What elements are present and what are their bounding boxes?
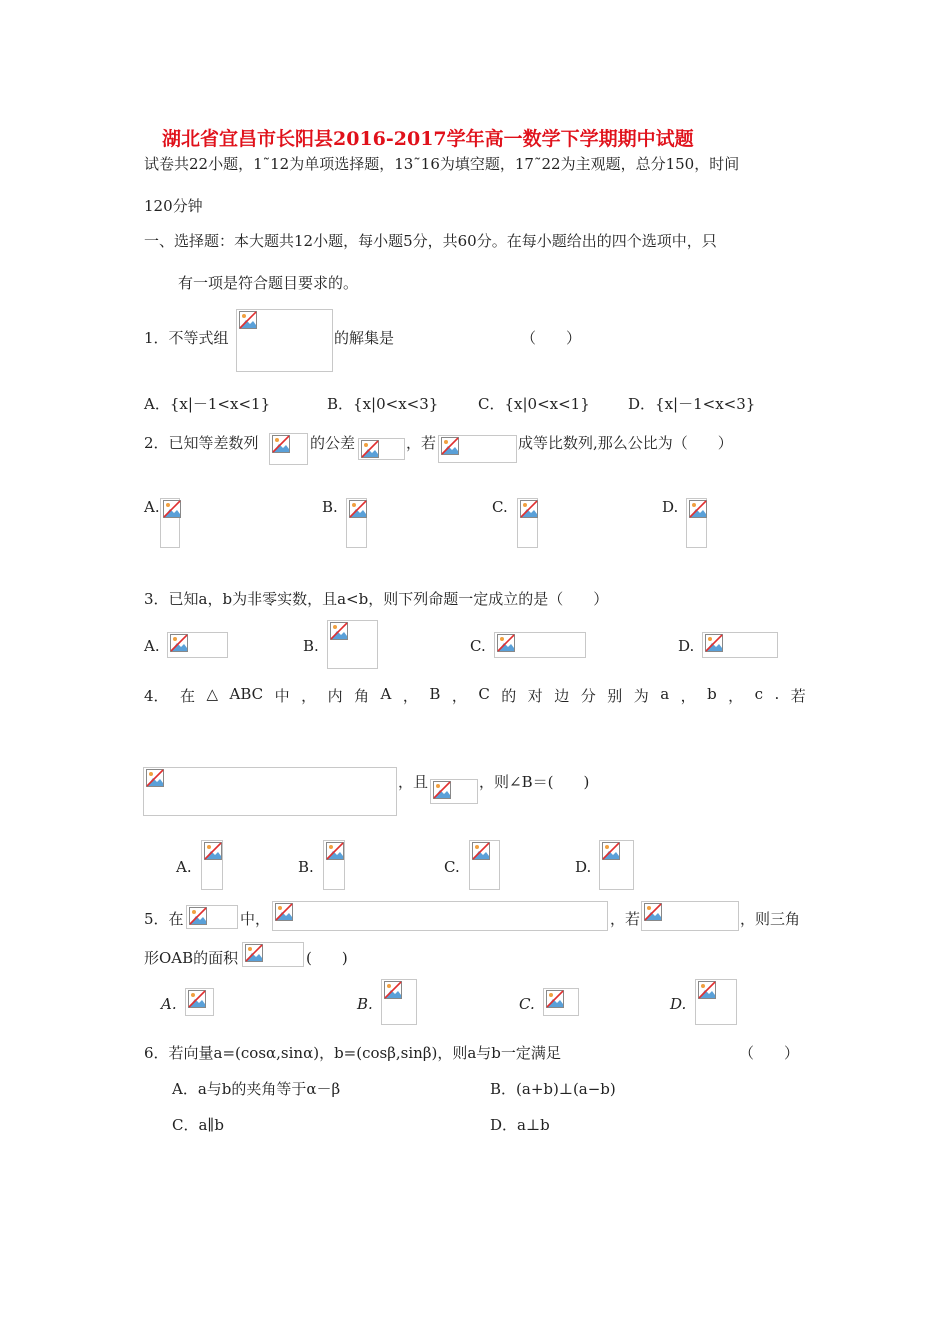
broken-image-icon [644, 903, 662, 921]
q5-stem-mid2: ，若 [610, 910, 641, 928]
q4-word: ， [451, 687, 467, 705]
q2-stem-post: 成等比数列,那么公比为（ ） [518, 434, 733, 452]
q4-option-b-image [323, 840, 345, 890]
q5-stem-post: ，则三角 [740, 910, 801, 928]
q5-stem: 5．在 [144, 910, 184, 928]
broken-image-icon [384, 981, 402, 999]
q6-answer-paren: （ ） [739, 1044, 800, 1062]
q4-option-c-image [469, 840, 500, 890]
q4-stem-line [144, 685, 806, 706]
q5-area-image [242, 942, 304, 967]
q2-stem-mid1: 的公差 [310, 434, 356, 452]
q3-label-a: A. [144, 637, 160, 655]
q4-word: c [754, 685, 764, 703]
broken-image-icon [433, 781, 451, 799]
q2-stem-mid2: ，若 [406, 434, 437, 452]
q3-label-c: C. [470, 637, 486, 655]
broken-image-icon [361, 440, 379, 458]
broken-image-icon [275, 903, 293, 921]
q4-word: 在 [180, 687, 196, 705]
q2-terms-image [438, 435, 517, 463]
q6-option-a: A．a与b的夹角等于α－β [172, 1080, 341, 1098]
q4-word: 的 [501, 687, 517, 705]
q3-label-b: B. [303, 637, 319, 655]
broken-image-icon [163, 500, 181, 518]
q1-formula-image [236, 309, 333, 372]
q4-word: 为 [633, 687, 649, 705]
q5-vectors-image [272, 901, 608, 931]
q5-option-a-image [185, 988, 214, 1016]
q4-word: 中 [274, 687, 290, 705]
q6-option-b: B．(a+b)⊥(a−b) [490, 1080, 616, 1098]
q3-option-a-image [167, 632, 228, 658]
broken-image-icon [441, 437, 459, 455]
q4-word: ， [301, 687, 317, 705]
broken-image-icon [326, 842, 344, 860]
broken-image-icon [204, 842, 222, 860]
q4-word: ， [402, 687, 418, 705]
q1-option-a: A．{x|－1<x<1} [144, 395, 271, 413]
broken-image-icon [705, 634, 723, 652]
q4-condition-image [143, 767, 397, 816]
q1-option-c: C．{x|0<x<1} [478, 395, 590, 413]
q4-word: 内 [327, 687, 343, 705]
q4-label-b: B. [298, 858, 314, 876]
q4-word: 对 [527, 687, 543, 705]
q4-side-image [430, 779, 478, 804]
q4-word: A [380, 685, 392, 703]
broken-image-icon [698, 981, 716, 999]
q3-label-d: D. [678, 637, 695, 655]
q2-label-d: D. [662, 498, 679, 516]
q2-option-b-image [346, 498, 367, 548]
q3-stem: 3．已知a，b为非零实数，且a<b，则下列命题一定成立的是（ ） [144, 590, 609, 608]
broken-image-icon [239, 311, 257, 329]
q5-condition-image [641, 901, 739, 931]
q2-sequence-image [269, 433, 308, 465]
q1-stem-post: 的解集是 [334, 329, 395, 347]
broken-image-icon [497, 634, 515, 652]
broken-image-icon [602, 842, 620, 860]
q4-word: 4． [144, 687, 169, 705]
q4-word: △ [206, 685, 219, 703]
q5-label-b: B. [357, 995, 373, 1013]
q4-option-a-image [201, 840, 223, 890]
q6-option-d: D．a⊥b [490, 1116, 550, 1134]
intro-line-2: 120分钟 [144, 197, 203, 215]
q4-word: ， [680, 687, 696, 705]
q3-option-d-image [702, 632, 778, 658]
q4-label-c: C. [444, 858, 460, 876]
broken-image-icon [245, 944, 263, 962]
q5-label-d: D. [670, 995, 687, 1013]
q5-option-b-image [381, 979, 417, 1025]
q5-stem-mid1: 中， [240, 910, 271, 928]
q2-option-a-image [160, 498, 180, 548]
q4-word: a [660, 685, 670, 703]
q4-label-a: A. [176, 858, 192, 876]
q2-option-c-image [517, 498, 538, 548]
q2-stem: 2．已知等差数列 [144, 434, 259, 452]
q4-label-d: D. [575, 858, 592, 876]
q4-word: ABC [229, 685, 264, 703]
q4-word: 若 [790, 687, 806, 705]
q4-word: 分 [580, 687, 596, 705]
broken-image-icon [272, 435, 290, 453]
q1-answer-paren: （ ） [521, 329, 582, 347]
q5-answer-paren: ( ) [306, 949, 348, 967]
q5-label-a: A. [161, 995, 177, 1013]
broken-image-icon [689, 500, 707, 518]
q3-option-b-image [327, 620, 378, 669]
broken-image-icon [472, 842, 490, 860]
section-heading: 一、选择题：本大题共12小题，每小题5分，共60分。在每小题给出的四个选项中，只 [144, 232, 717, 250]
q4-stem-post: ，则∠B＝( ) [479, 773, 590, 791]
page-title: 湖北省宜昌市长阳县2016-2017学年高一数学下学期期中试题 [162, 128, 694, 150]
q4-word: B [429, 685, 441, 703]
broken-image-icon [349, 500, 367, 518]
q5-triangle-image [186, 905, 238, 929]
q1-option-d: D．{x|－1<x<3} [628, 395, 756, 413]
q2-label-c: C. [492, 498, 508, 516]
q1-option-b: B．{x|0<x<3} [327, 395, 439, 413]
q6-stem: 6．若向量a=(cosα,sinα)，b=(cosβ,sinβ)，则a与b一定满足 [144, 1044, 561, 1062]
broken-image-icon [546, 990, 564, 1008]
q4-word: 别 [607, 687, 623, 705]
broken-image-icon [146, 769, 164, 787]
broken-image-icon [189, 907, 207, 925]
q4-word: . [774, 685, 780, 703]
q3-option-c-image [494, 632, 586, 658]
q4-word: C [478, 685, 490, 703]
q2-label-b: B. [322, 498, 338, 516]
q2-option-d-image [686, 498, 707, 548]
q5-option-c-image [543, 988, 579, 1016]
q1-stem: 1．不等式组 [144, 329, 229, 347]
q4-word: b [707, 685, 717, 703]
q4-word: 角 [354, 687, 370, 705]
intro-line-1: 试卷共22小题，1˜12为单项选择题，13˜16为填空题，17˜22为主观题，总分150，时间 [144, 155, 740, 173]
broken-image-icon [170, 634, 188, 652]
broken-image-icon [330, 622, 348, 640]
q4-stem-mid: ，且 [398, 773, 429, 791]
q2-label-a: A. [144, 498, 160, 516]
q6-option-c: C．a∥b [172, 1116, 224, 1134]
q2-diff-image [358, 438, 405, 460]
q5-label-c: C. [519, 995, 535, 1013]
q4-word: ， [728, 687, 744, 705]
q5-option-d-image [695, 979, 737, 1025]
broken-image-icon [188, 990, 206, 1008]
broken-image-icon [520, 500, 538, 518]
q5-stem-line2: 形OAB的面积 [144, 949, 239, 967]
q4-word: 边 [554, 687, 570, 705]
q4-option-d-image [599, 840, 634, 890]
section-heading-cont: 有一项是符合题目要求的。 [178, 274, 359, 292]
